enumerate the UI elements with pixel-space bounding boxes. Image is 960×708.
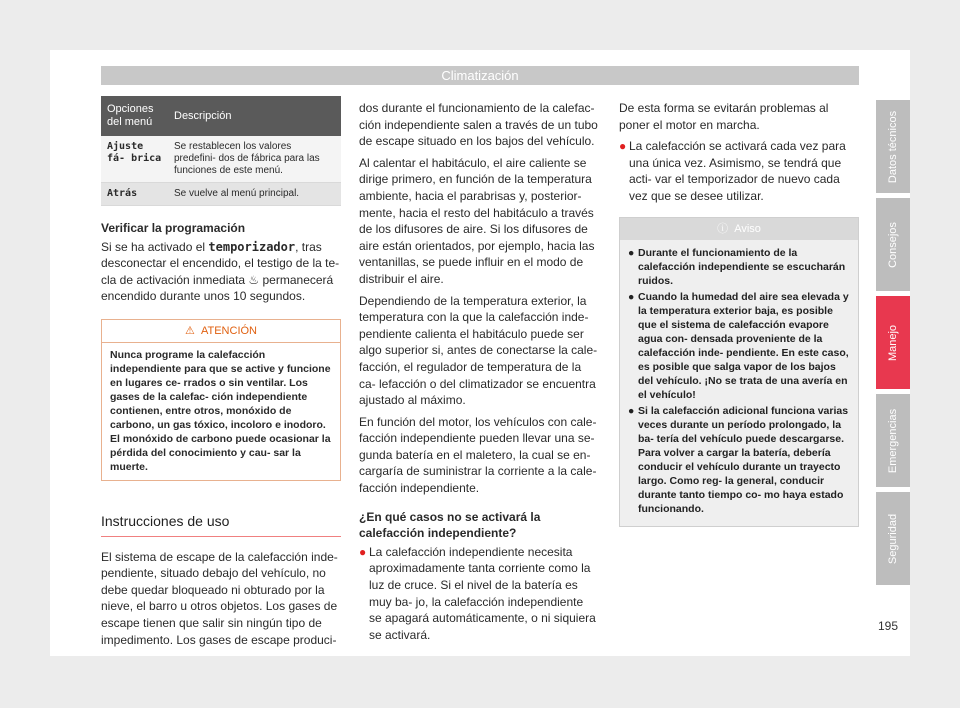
table-cell-key: Ajuste fá- brica: [101, 136, 168, 183]
column-3: [619, 100, 859, 527]
table-row: [101, 183, 341, 206]
bullet-text: La calefacción se activará cada vez para una única vez. Asimismo, se tendrá que acti- var el temporizador de nuevo cada vez que se desee utilizar.: [629, 139, 846, 203]
aviso-header: [620, 218, 858, 240]
bullet-dot-icon: ●: [359, 544, 367, 559]
aviso-item: [628, 290, 850, 402]
info-icon: ⓘ: [717, 222, 729, 235]
paragraph: Al calentar el habitáculo, el aire caliente se dirige primero, en función de la temperatura ambiente, hacia el parabrisas y, posterior- mente, hacia el resto del habitáculo a través de los difusores de aire. Si los difusores de aire están orientados, por ejemplo, hacia las ventanillas, se puede influir en el modo de distribuir el aire.: [359, 155, 595, 286]
paragraph: En función del motor, los vehículos con cale- facción independiente pueden llevar una se- gunda batería en el maletero, la cual se en- cargaría de suministrar la corriente a la cale- facción independiente.: [359, 414, 597, 496]
question-heading: ¿En qué casos no se activará la calefacción independiente?: [359, 509, 541, 541]
aviso-item-text: Si la calefacción adicional funciona varias veces durante un período prolongado, la ba- tería del vehículo puede descargarse. Para volver a cargar la batería, debería conducir el vehículo durante un trayecto largo. Como reg- la general, conducir durante tanto tiempo co- mo haya estado funcionando.: [638, 404, 849, 515]
table-cell-desc: Se vuelve al menú principal.: [168, 183, 341, 206]
bullet-dot-icon: ●: [628, 290, 635, 303]
bullet-item: [359, 544, 599, 644]
atencion-text: Nunca programe la calefacción independiente para que se active y funcione en lugares ce- rrados o sin ventilar. Los gases de la calefac- ción independiente contienen, entre otros, monóxido de carbono, un gas tóxico, incoloro e inodoro. El monóxido de carbono puede ocasionar la pérdida del conocimiento y cau- sar la muerte.: [110, 348, 331, 473]
atencion-header: [102, 320, 340, 343]
tab-label: Seguridad: [887, 513, 899, 564]
aviso-item-text: Durante el funcionamiento de la calefacción independiente se escucharán ruidos.: [638, 246, 846, 287]
table-row: [101, 136, 341, 183]
temporizador-term: temporizador: [208, 239, 296, 254]
tab-emergencias[interactable]: [876, 394, 910, 487]
verify-heading: Verificar la programación: [101, 221, 246, 235]
table-cell-key: Atrás: [101, 183, 168, 206]
verify-text-pre: Si se ha activado el: [101, 239, 209, 254]
tab-datos-tecnicos[interactable]: [876, 100, 910, 193]
column-1: [101, 96, 341, 653]
atencion-label: ATENCIÓN: [200, 324, 258, 337]
tab-seguridad[interactable]: [876, 492, 910, 585]
page-header: Climatización: [101, 66, 859, 85]
table-header-description: Descripción: [168, 96, 341, 136]
tab-label: Manejo: [887, 324, 899, 361]
bullet-dot-icon: ●: [619, 139, 627, 154]
bullet-text: La calefacción independiente necesita aproximadamente tanta corriente como la luz de cruce. Si el nivel de la batería es muy ba- jo, la calefacción independiente se apagará automáticamente, o ni siquiera se activará.: [369, 544, 596, 642]
table-cell-desc: Se restablecen los valores predefini- dos de fábrica para las funciones de este menú.: [168, 136, 341, 183]
paragraph: dos durante el funcionamiento de la calefac- ción independiente salen a través de un tubo de escape situado en los bajos del vehículo.: [359, 101, 598, 149]
menu-options-table: [101, 96, 341, 206]
usage-paragraph: El sistema de escape de la calefacción inde- pendiente, situado debajo del vehículo, no debe quedar bloqueado ni obturado por la nieve, el barro u otros objetos. Los gases de escape tienen que salir sin ningún tipo de impedimento. Los gases de escape produci-: [101, 549, 338, 647]
tab-label: Emergencias: [887, 408, 899, 473]
aviso-label: Aviso: [734, 222, 761, 235]
aviso-box: [619, 217, 859, 527]
tab-label: Datos técnicos: [887, 110, 899, 183]
atencion-box: [101, 319, 341, 481]
aviso-item: [628, 246, 850, 288]
bullet-item: [619, 138, 859, 204]
section-title: Instrucciones de uso: [101, 513, 341, 537]
aviso-item-text: Cuando la humedad del aire sea elevada y la temperatura exterior baja, es posible que el sistema de calefacción evapore agua con- densada proveniente de la calefacción inde- pendiente. En este caso, es posible que salga vapor de los bajos del vehículo. ¡No se trata de una avería en el vehículo!: [638, 290, 849, 401]
tab-label: Consejos: [887, 221, 899, 268]
bullet-dot-icon: ●: [628, 404, 635, 417]
column-2: [359, 100, 599, 643]
warning-triangle-icon: ⚠: [184, 324, 195, 337]
page-number: 195: [878, 619, 899, 633]
aviso-body: [620, 240, 858, 526]
paragraph: Dependiendo de la temperatura exterior, la temperatura con la que la calefacción inde- pendiente calienta el habitáculo puede ser algo superior si, antes de conectarse la cale- facción, el regulador de temperatura de la ca- lefacción o del climatizador se encuentra ajustado al máximo.: [359, 293, 598, 408]
verify-paragraph: [101, 239, 341, 305]
table-header-options: Opciones del menú: [101, 96, 168, 136]
tab-manejo[interactable]: [876, 296, 910, 389]
chapter-tabs: [876, 100, 910, 590]
bullet-dot-icon: ●: [628, 246, 635, 259]
paragraph: De esta forma se evitarán problemas al poner el motor en marcha.: [619, 101, 829, 132]
tab-consejos[interactable]: [876, 198, 910, 291]
verify-text-post: , tras desconectar el encendido, el testigo de la te- cla de activación inmediata ♨ permanecerá encendido durante unos 10 segundos.: [101, 239, 340, 304]
aviso-item: [628, 404, 850, 516]
